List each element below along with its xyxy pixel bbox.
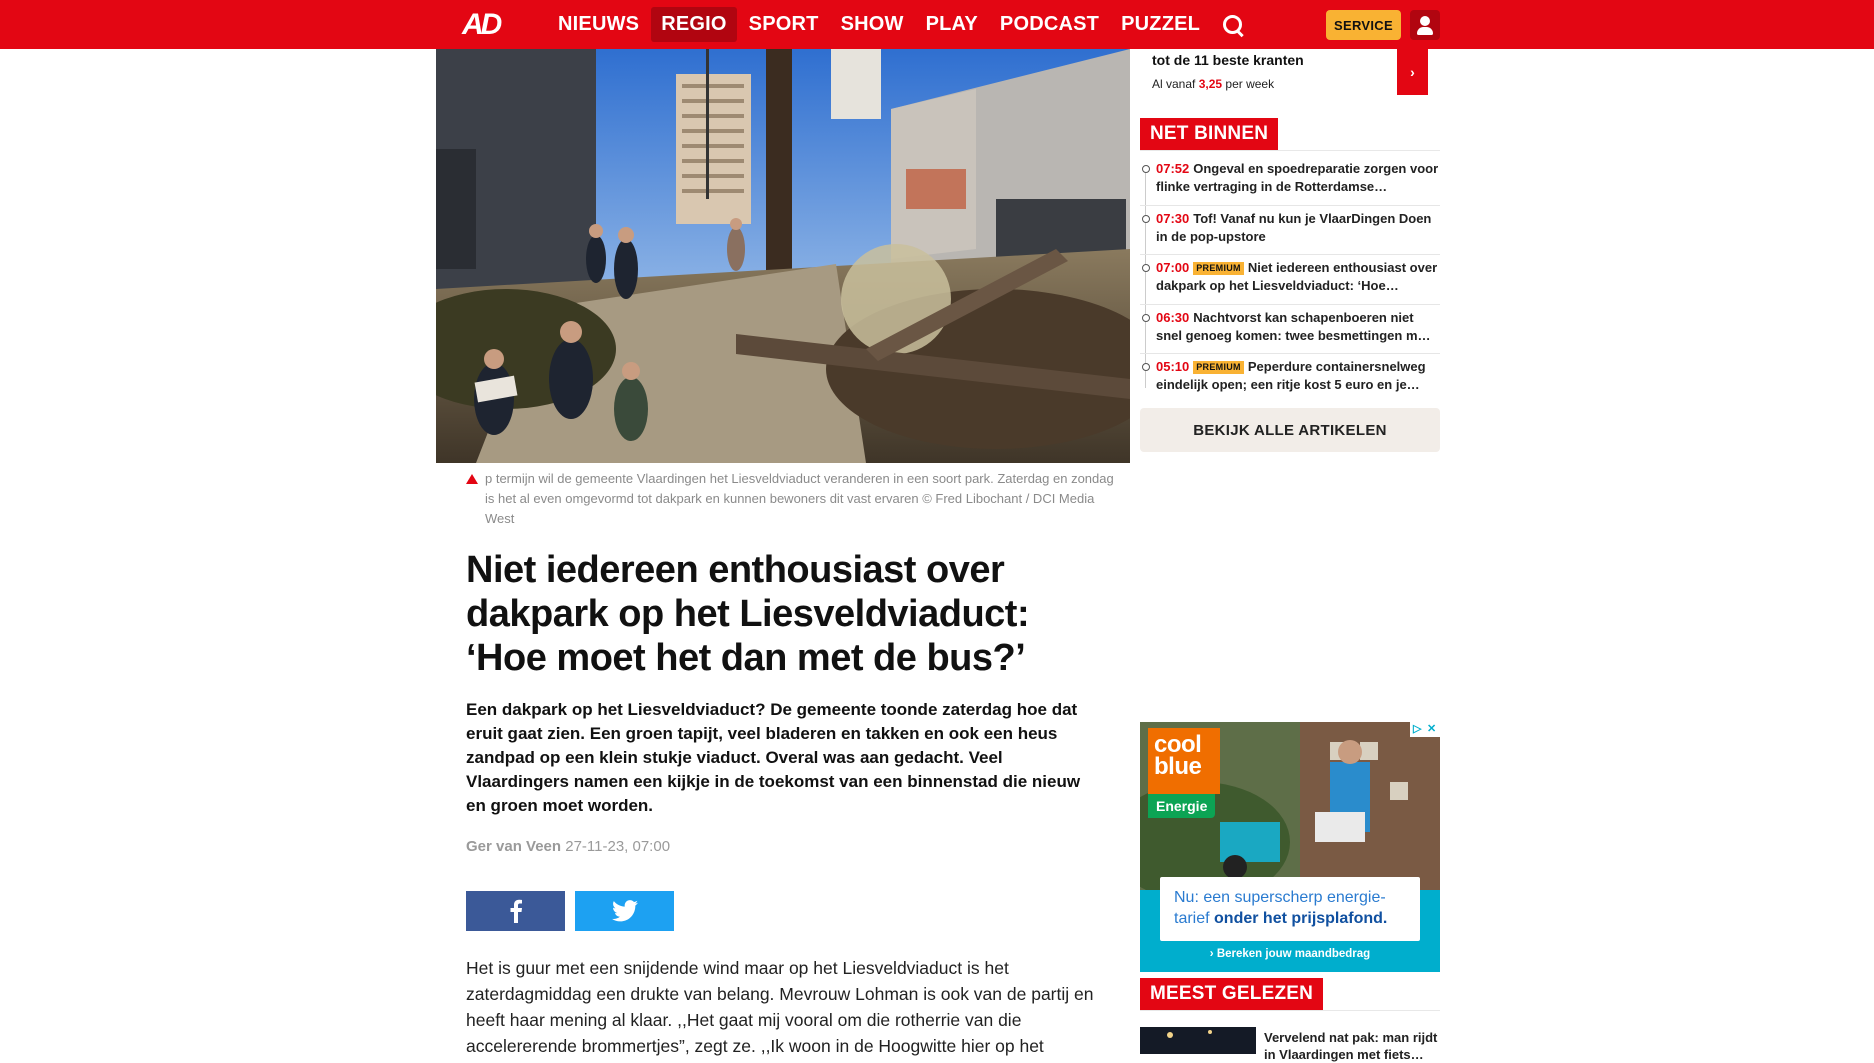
ad-cta-link[interactable]: › Bereken jouw maandbedrag [1209,948,1371,960]
timeline-dot-icon [1142,264,1150,272]
meest-gelezen-item-title[interactable]: Vervelend nat pak: man rijdt in Vlaardingen met fiets… [1264,1030,1438,1062]
ad-logo[interactable]: AD [462,8,500,41]
article-byline [466,838,670,855]
ad-message-card: Nu: een superscherp energie-tarief onder het prijsplafond. [1160,877,1420,941]
nav-sport[interactable]: SPORT [748,13,819,35]
promo-price-line: Al vanaf 3,25 per week [1152,77,1275,91]
nav-nieuws[interactable]: NIEUWS [558,13,640,35]
premium-badge: PREMIUM [1193,361,1244,374]
list-item[interactable] [1140,354,1440,404]
nav-regio[interactable]: REGIO [651,7,736,42]
list-item[interactable] [1140,156,1440,206]
item-title[interactable]: Tof! Vanaf nu kun je VlaarDingen Doen in de pop-upstore [1156,210,1432,244]
item-title[interactable]: Ongeval en spoedreparatie zorgen voor flinke vertraging in de Rotterdamse… [1156,161,1439,194]
author-name[interactable]: Ger van Veen [466,838,562,855]
advertisement-banner[interactable] [1140,722,1440,972]
search-icon[interactable] [1220,12,1246,38]
list-item[interactable] [1140,206,1440,256]
timeline-dot-icon [1142,314,1150,322]
meest-gelezen-heading: MEEST GELEZEN [1140,978,1323,1010]
share-twitter-button[interactable] [575,891,674,931]
adchoices-icon[interactable]: ▷ ✕ [1410,722,1440,737]
item-time: 06:30 [1156,309,1190,325]
twitter-icon [612,900,638,922]
promo-price: 3,25 [1198,77,1223,91]
item-time: 07:30 [1156,210,1190,226]
list-item[interactable] [1140,305,1440,355]
caption-triangle-icon [466,474,478,484]
top-navigation-bar [0,0,1874,49]
item-title[interactable]: Nachtvorst kan schapenboeren niet snel genoeg komen: twee besmettingen m… [1156,309,1431,343]
promo-headline[interactable]: tot de 11 beste kranten [1152,52,1304,68]
item-title[interactable]: Peperdure containersnelweg eindelijk open; een ritje kost 5 euro en je… [1156,359,1426,392]
net-binnen-divider [1140,150,1440,151]
promo-arrow-button[interactable]: › [1397,49,1428,95]
coolblue-logo: cool blue [1148,728,1220,794]
article-intro: Een dakpark op het Liesveldviaduct? De gemeente toonde zaterdag hoe dat eruit gaat zien. Een groen tapijt, veel bladeren en takken en ook een heus zandpad op een klein stukje viaduct. Overal was aan gedacht. Veel Vlaardingers namen een kijkje in de toekomst van een binnenstad die nieuw en groen moet worden. [466,700,1081,815]
facebook-icon [509,899,523,923]
publish-date: 27-11-23, 07:00 [565,838,671,855]
article-body: Het is guur met een snijdende wind maar op het Liesveldviaduct is het zaterdagmiddag een drukte van belang. Mevrouw Lohman is ook van de partij en heeft haar mening al klaar. ,,Het gaat mij vooral om die rotherrie van die accelererende brommertjes”, zegt ze. ,,Ik woon in de Hoogwitte hier op het [466,958,1094,1056]
timeline-dot-icon [1142,215,1150,223]
timeline-dot-icon [1142,165,1150,173]
item-time: 05:10 [1156,359,1190,374]
energie-tag: Energie [1148,794,1215,818]
article-headline: Niet iedereen enthousiast over dakpark op het Liesveldviaduct: ‘Hoe moet het dan met de bus?’ [466,549,1030,679]
meest-gelezen-thumbnail[interactable] [1140,1027,1256,1054]
premium-badge: PREMIUM [1193,262,1244,275]
net-binnen-heading: NET BINNEN [1140,118,1278,150]
nav-play[interactable]: PLAY [925,13,978,35]
item-time: 07:00 [1156,260,1190,275]
meest-gelezen-divider [1140,1010,1440,1011]
item-title[interactable]: Niet iedereen enthousiast over dakpark op het Liesveldviaduct: ‘Hoe… [1156,260,1438,293]
share-facebook-button[interactable] [466,891,565,931]
item-time: 07:52 [1156,161,1190,176]
nav-puzzel[interactable]: PUZZEL [1121,13,1201,35]
user-account-icon[interactable] [1410,10,1440,40]
view-all-articles-button[interactable]: BEKIJK ALLE ARTIKELEN [1140,408,1440,452]
list-item[interactable] [1140,255,1440,305]
service-button[interactable]: SERVICE [1326,10,1401,40]
timeline-dot-icon [1142,363,1150,371]
image-caption: p termijn wil de gemeente Vlaardingen het Liesveldviaduct veranderen in een soort park. Zaterdag en zondag is het al even omgevormd tot dakpark en kunnen bewoners dit vast ervaren © Fred Libochant / DCI Media West [485,471,1114,526]
nav-show[interactable]: SHOW [840,13,904,35]
net-binnen-list [1140,156,1440,404]
article-hero-image [436,49,1130,463]
nav-podcast[interactable]: PODCAST [999,13,1100,35]
main-nav [548,0,1246,49]
